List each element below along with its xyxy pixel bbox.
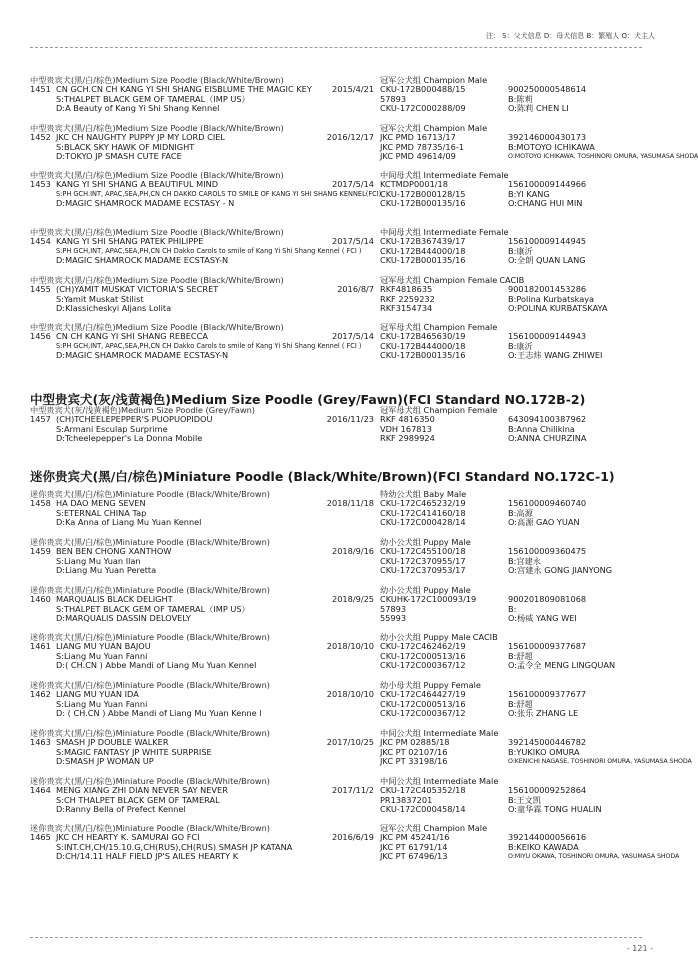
- dam-registration: JKC PT 67496/13: [380, 851, 448, 862]
- dam-registration: CKU-172B000135/16: [380, 198, 466, 209]
- birth-date: 2016/6/19: [332, 832, 374, 843]
- sire-registration: CKU-172C414160/18: [380, 507, 466, 518]
- breeder: B:舒超: [508, 698, 533, 709]
- dam-registration: CKU-172C000367/12: [380, 660, 466, 671]
- registration-number: CKUHK-172C100093/19: [380, 594, 477, 605]
- dam: D: ( CH.CN ) Abbe Mandi of Liang Mu Yuan Kenne l: [56, 708, 262, 719]
- breeder: B:康沂: [508, 340, 533, 351]
- sire: S:PH GCH,INT, APAC,SEA,PH,CN CH Dakko Carols to smile of Kang Yi Shi Shang Kennel ( FCI ): [56, 246, 362, 255]
- sire: S:ETERNAL CHINA Tap: [56, 507, 147, 518]
- birth-date: 2017/5/14: [332, 236, 374, 247]
- dog-name: JKC CH NAUGHTY PUPPY JP MY LORD CIEL: [56, 132, 225, 143]
- birth-date: 2017/11/2: [332, 785, 374, 796]
- dam-registration: CKU-172B000135/16: [380, 350, 466, 361]
- breed-class: 中型贵宾犬(灰/浅黄褐色)Medium Size Poodle (Grey/Fawn): [30, 405, 255, 415]
- sire-registration: CKU-172B000128/15: [380, 188, 466, 199]
- class-group: 中间母犬组 Intermediate Female: [380, 170, 509, 180]
- dam: D:MARQUALIS DASSIN DELOVELY: [56, 613, 191, 624]
- dam-registration: CKU-172C000288/09: [380, 103, 466, 114]
- microchip-number: 156100009144966: [508, 179, 587, 190]
- sire-registration: RKF 2259232: [380, 293, 435, 304]
- owner: O:MOTOYO ICHIKAWA, TOSHINORI OMURA, YASUMASA SHODA: [508, 153, 698, 161]
- microchip-number: 156100009144943: [508, 331, 587, 342]
- class-group: 冠军公犬组 Champion Male: [380, 75, 488, 85]
- breeder: B:王文凯: [508, 794, 541, 805]
- legend: 注： S：父犬信息 D：母犬信息 B：繁殖人 O：犬主人: [485, 32, 655, 40]
- catalog-number: 1459: [30, 546, 51, 557]
- dam: D:Ranny Bella of Prefect Kennel: [56, 804, 186, 815]
- dam: D:MAGIC SHAMROCK MADAME ECSTASY - N: [56, 198, 235, 209]
- birth-date: 2016/12/17: [326, 132, 374, 143]
- dog-entry: [30, 586, 645, 630]
- dam-registration: CKU-172B000135/16: [380, 255, 466, 266]
- award-badge: CACIB: [472, 632, 498, 642]
- dog-entry: [30, 823, 680, 868]
- dam: D:MAGIC SHAMROCK MADAME ECSTASY-N: [56, 255, 229, 266]
- dam-registration: CKU-172C000458/14: [380, 804, 466, 815]
- dog-name: HA DAO MENG SEVEN: [56, 498, 146, 509]
- breed-class: 迷你贵宾犬(黑/白/棕色)Miniature Poodle (Black/White/Brown): [30, 585, 270, 595]
- class-group: 幼小公犬组 Puppy Male: [380, 537, 471, 547]
- class-group: 冠军母犬组 Champion Female: [380, 322, 498, 332]
- sire: S:PH GCH.INT, APAC,SEA,PH,CN CH DAKKO CAROLS TO SMILE OF KANG YI SHI SHANG KENNEL(FCI): [56, 189, 382, 198]
- dam-registration: RKF3154734: [380, 303, 433, 314]
- dog-name: (CH)YAMIT MUSKAT VICTORIA'S SECRET: [56, 284, 219, 295]
- birth-date: 2017/5/14: [332, 179, 374, 190]
- owner: O:孟令全 MENG LINGQUAN: [508, 660, 616, 671]
- birth-date: 2018/11/18: [326, 498, 374, 509]
- dam-registration: CKU-172C000428/14: [380, 517, 466, 528]
- breeder: B:MOTOYO ICHIKAWA: [508, 141, 595, 152]
- breeder: B:YI KANG: [508, 188, 550, 199]
- registration-number: CKU-172B000488/15: [380, 84, 466, 95]
- dog-entry: [30, 323, 645, 367]
- breed-class: 迷你贵宾犬(黑/白/棕色)Miniature Poodle (Black/White/Brown): [30, 728, 270, 738]
- breed-class: 迷你贵宾犬(黑/白/棕色)Miniature Poodle (Black/White/Brown): [30, 489, 270, 499]
- dam: D:Tcheelepepper's La Donna Mobile: [56, 433, 203, 444]
- catalog-number: 1464: [30, 785, 51, 796]
- microchip-number: 156100009144945: [508, 236, 587, 247]
- dam: D:TOKYO JP SMASH CUTE FACE: [56, 151, 182, 162]
- class-group: 特幼公犬组 Baby Male: [380, 489, 467, 499]
- microchip-number: 643094100387962: [508, 414, 587, 425]
- breeder: B:康沂: [508, 245, 533, 256]
- sire: S:CH THALPET BLACK GEM OF TAMERAL: [56, 794, 220, 805]
- breeder: B:YUKIKO OMURA: [508, 746, 580, 757]
- dog-entry: [30, 76, 645, 120]
- owner: O:KENICHI NAGASE, TOSHINORI OMURA, YASUMASA SHODA: [508, 758, 692, 766]
- dog-entry: [30, 538, 645, 582]
- sire: S:PH GCH,INT, APAC,SEA,PH,CN CH Dakko Carols to smile of Kang Yi Shi Shang Kennel ( FCI ): [56, 341, 362, 350]
- breeder: B:高源: [508, 507, 533, 518]
- dog-name: (CH)TCHEELEPEPPER'S PUOPUOPIDOU: [56, 414, 213, 425]
- catalog-number: 1461: [30, 641, 51, 652]
- registration-number: CKU-172C405352/18: [380, 785, 466, 796]
- top-divider: [30, 47, 642, 48]
- catalog-number: 1455: [30, 284, 51, 295]
- page-number: - 121 -: [626, 944, 653, 953]
- class-group: 冠军公犬组 Champion Male: [380, 823, 488, 833]
- breed-class: 迷你贵宾犬(黑/白/棕色)Miniature Poodle (Black/White/Brown): [30, 680, 270, 690]
- class-group: 幼小公犬组 Puppy Male CACIB: [380, 632, 498, 642]
- dam: D:Liang Mu Yuan Peretta: [56, 565, 157, 576]
- dam-registration: CKU-172C370953/17: [380, 565, 466, 576]
- microchip-number: 156100009377687: [508, 641, 587, 652]
- catalog-number: 1456: [30, 331, 51, 342]
- catalog-number: 1462: [30, 689, 51, 700]
- microchip-number: 156100009377677: [508, 689, 587, 700]
- dog-entry: [30, 228, 645, 272]
- sire: S:Yamit Muskat Stilist: [56, 293, 144, 304]
- sire: S:THALPET BLACK GEM OF TAMERAL（IMP US）: [56, 603, 250, 614]
- dam: D:A Beauty of Kang Yi Shi Shang Kennel: [56, 103, 220, 114]
- dog-name: KANG YI SHI SHANG PATEK PHILIPPE: [56, 236, 204, 247]
- breed-class: 迷你贵宾犬(黑/白/棕色)Miniature Poodle (Black/White/Brown): [30, 776, 270, 786]
- catalog-number: 1457: [30, 414, 51, 425]
- breed-class: 迷你贵宾犬(黑/白/棕色)Miniature Poodle (Black/White/Brown): [30, 632, 270, 642]
- catalog-number: 1453: [30, 179, 51, 190]
- owner: O:杨威 YANG WEI: [508, 613, 577, 624]
- birth-date: 2016/8/7: [337, 284, 374, 295]
- sire-registration: 57893: [380, 93, 407, 104]
- registration-number: CKU-172B465630/19: [380, 331, 466, 342]
- dam-registration: JKC PMD 49614/09: [380, 151, 456, 162]
- breeder: B:KEIKO KAWADA: [508, 841, 579, 852]
- dog-entry: [30, 276, 645, 320]
- breed-class: 中型贵宾犬(黑/白/棕色)Medium Size Poodle (Black/White/Brown): [30, 123, 284, 133]
- owner: O:宫建永 GONG JIANYONG: [508, 565, 613, 576]
- breed-class: 中型贵宾犬(黑/白/棕色)Medium Size Poodle (Black/White/Brown): [30, 227, 284, 237]
- sire-registration: CKU-172B444000/18: [380, 245, 466, 256]
- dog-name: CN CH KANG YI SHI SHANG REBECCA: [56, 331, 208, 342]
- class-group: 冠军母犬组 Champion Female CACIB: [380, 275, 525, 285]
- breed-class: 中型贵宾犬(黑/白/棕色)Medium Size Poodle (Black/White/Brown): [30, 75, 284, 85]
- breeder: B:Anna Chilikina: [508, 423, 575, 434]
- breed-class: 中型贵宾犬(黑/白/棕色)Medium Size Poodle (Black/White/Brown): [30, 322, 284, 332]
- dam-registration: JKC PT 33198/16: [380, 756, 448, 767]
- sire: S:Liang Mu Yuan Fanni: [56, 698, 148, 709]
- owner: O:CHANG HUI MIN: [508, 198, 583, 209]
- sire-registration: CKU-172B444000/18: [380, 340, 466, 351]
- dog-entry: [30, 490, 645, 534]
- sire-registration: JKC PMD 78735/16-1: [380, 141, 464, 152]
- breeder: B:舒超: [508, 650, 533, 661]
- microchip-number: 392144000056616: [508, 832, 587, 843]
- breed-class: 中型贵宾犬(黑/白/棕色)Medium Size Poodle (Black/White/Brown): [30, 170, 284, 180]
- owner: O:MIYU OKAWA, TOSHINORI OMURA, YASUMASA SHODA: [508, 853, 680, 861]
- registration-number: JKC PM 45241/16: [380, 832, 450, 843]
- dog-name: KANG YI SHI SHANG A BEAUTIFUL MIND: [56, 179, 219, 190]
- dog-entry: [30, 406, 645, 450]
- registration-number: CKU-172C465232/19: [380, 498, 466, 509]
- sire: S:INT.CH,CH/15.10.G,CH(RUS),CH(RUS) SMASH JP KATANA: [56, 841, 293, 852]
- microchip-number: 900201809081068: [508, 594, 587, 605]
- sire: S:Armani Esculap Surprime: [56, 423, 168, 434]
- sire: S:Liang Mu Yuan Fanni: [56, 650, 148, 661]
- owner: O:王志炜 WANG ZHIWEI: [508, 350, 603, 361]
- dam-registration: 55993: [380, 613, 407, 624]
- catalog-number: 1463: [30, 737, 51, 748]
- class-group: 幼小公犬组 Puppy Male: [380, 585, 471, 595]
- section-title-grey-fawn: 中型贵宾犬(灰/浅黄褐色)Medium Size Poodle (Grey/Fawn)(FCI Standard NO.172B-2): [30, 392, 586, 407]
- dog-entry: [30, 681, 645, 725]
- dog-name: SMASH JP DOUBLE WALKER: [56, 737, 169, 748]
- dog-entry: [30, 728, 692, 773]
- microchip-number: 392146000430173: [508, 132, 587, 143]
- dam-registration: CKU-172C000367/12: [380, 708, 466, 719]
- dam: D:MAGIC SHAMROCK MADAME ECSTASY-N: [56, 350, 229, 361]
- sire-registration: JKC PT 02107/16: [380, 746, 448, 757]
- sire-registration: CKU-172C000513/16: [380, 698, 466, 709]
- dam: D:Ka Anna of Liang Mu Yuan Kennel: [56, 517, 202, 528]
- birth-date: 2018/9/16: [332, 546, 374, 557]
- dog-name: LIANG MU YUAN IDA: [56, 689, 139, 700]
- sire-registration: CKU-172C370955/17: [380, 555, 466, 566]
- dog-name: LIANG MU YUAN BAJOU: [56, 641, 151, 652]
- bottom-divider: [30, 937, 642, 938]
- birth-date: 2017/5/14: [332, 331, 374, 342]
- microchip-number: 900250000548614: [508, 84, 587, 95]
- dam: D:Klassicheskyi Aljans Lolita: [56, 303, 172, 314]
- dog-entry: [30, 633, 645, 677]
- microchip-number: 900182001453286: [508, 284, 587, 295]
- sire-registration: PR13837201: [380, 794, 433, 805]
- sire: S:BLACK SKY HAWK OF MIDNIGHT: [56, 141, 195, 152]
- catalog-number: 1460: [30, 594, 51, 605]
- birth-date: 2015/4/21: [332, 84, 374, 95]
- dog-name: JKC CH HEARTY K. SAMURAI GO FCI: [56, 832, 200, 843]
- section-title-miniature: 迷你贵宾犬(黑/白/棕色)Miniature Poodle (Black/White/Brown)(FCI Standard NO.172C-1): [30, 469, 615, 484]
- dam: D:SMASH JP WOMAN UP: [56, 756, 154, 767]
- dog-entry: [30, 171, 645, 215]
- dog-name: BEN BEN CHONG XANTHOW: [56, 546, 172, 557]
- microchip-number: 392145000446782: [508, 737, 587, 748]
- dog-entry: [30, 123, 698, 168]
- class-group: 中间母犬组 Intermediate Female: [380, 227, 509, 237]
- dog-entry: [30, 777, 645, 821]
- breed-class: 中型贵宾犬(黑/白/棕色)Medium Size Poodle (Black/White/Brown): [30, 275, 284, 285]
- breeder: B:陈莉: [508, 93, 533, 104]
- owner: O:高源 GAO YUAN: [508, 517, 580, 528]
- dam: D:CH/14.11 HALF FIELD JP'S AILES HEARTY K: [56, 851, 239, 862]
- breeder: B:: [508, 603, 517, 614]
- class-group: 中间公犬组 Intermediate Male: [380, 728, 499, 738]
- registration-number: JKC PMD 16713/17: [380, 132, 456, 143]
- birth-date: 2018/10/10: [326, 641, 374, 652]
- catalog-number: 1451: [30, 84, 51, 95]
- registration-number: CKU-172C455100/18: [380, 546, 466, 557]
- owner: O:POLINA KURBATSKAYA: [508, 303, 608, 314]
- sire-registration: JKC PT 61791/14: [380, 841, 448, 852]
- registration-number: KCTMDP0001/18: [380, 179, 448, 190]
- sire-registration: CKU-172C000513/16: [380, 650, 466, 661]
- owner: O:张乐 ZHANG LE: [508, 708, 579, 719]
- birth-date: 2016/11/23: [326, 414, 374, 425]
- registration-number: JKC PM 02885/18: [380, 737, 450, 748]
- registration-number: RKF4818635: [380, 284, 433, 295]
- registration-number: RKF 4816350: [380, 414, 435, 425]
- sire: S:THALPET BLACK GEM OF TAMERAL（IMP US）: [56, 93, 250, 104]
- birth-date: 2018/9/25: [332, 594, 374, 605]
- class-group: 冠军公犬组 Champion Male: [380, 123, 488, 133]
- owner: O:陈莉 CHEN LI: [508, 103, 569, 114]
- breed-class: 迷你贵宾犬(黑/白/棕色)Miniature Poodle (Black/White/Brown): [30, 823, 270, 833]
- dog-name: MENG XIANG ZHI DIAN NEVER SAY NEVER: [56, 785, 228, 796]
- award-badge: CACIB: [499, 275, 525, 285]
- owner: O:ANNA CHURZINA: [508, 433, 587, 444]
- catalog-number: 1452: [30, 132, 51, 143]
- breeder: B:Polina Kurbatskaya: [508, 293, 595, 304]
- owner: O:全朗 QUAN LANG: [508, 255, 586, 266]
- class-group: 中间公犬组 Intermediate Male: [380, 776, 499, 786]
- dog-name: CN GCH.CN CH KANG YI SHI SHANG EISBLUME THE MAGIC KEY: [56, 84, 312, 95]
- class-group: 幼小母犬组 Puppy Female: [380, 680, 481, 690]
- dog-name: MARQUALIS BLACK DELIGHT: [56, 594, 173, 605]
- dam: D:( CH.CN ) Abbe Mandi of Liang Mu Yuan Kennel: [56, 660, 257, 671]
- sire: S:Liang Mu Yuan Ilan: [56, 555, 141, 566]
- breed-class: 迷你贵宾犬(黑/白/棕色)Miniature Poodle (Black/White/Brown): [30, 537, 270, 547]
- microchip-number: 156100009360475: [508, 546, 587, 557]
- catalog-number: 1465: [30, 832, 51, 843]
- microchip-number: 156100009252864: [508, 785, 587, 796]
- birth-date: 2018/10/10: [326, 689, 374, 700]
- birth-date: 2017/10/25: [326, 737, 374, 748]
- sire-registration: 57893: [380, 603, 407, 614]
- owner: O:童华霖 TONG HUALIN: [508, 804, 602, 815]
- microchip-number: 156100009460740: [508, 498, 587, 509]
- catalog-number: 1458: [30, 498, 51, 509]
- registration-number: CKU-172C464427/19: [380, 689, 466, 700]
- breeder: B:宫建永: [508, 555, 541, 566]
- class-group: 冠军母犬组 Champion Female: [380, 405, 498, 415]
- registration-number: CKU-172B367439/17: [380, 236, 466, 247]
- dam-registration: RKF 2989924: [380, 433, 435, 444]
- registration-number: CKU-172C462462/19: [380, 641, 466, 652]
- sire: S:MAGIC FANTASY JP WHITE SURPRISE: [56, 746, 212, 757]
- catalog-number: 1454: [30, 236, 51, 247]
- sire-registration: VDH 167813: [380, 423, 432, 434]
